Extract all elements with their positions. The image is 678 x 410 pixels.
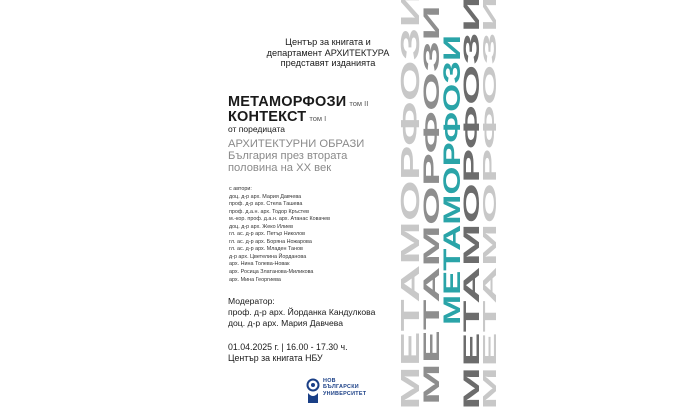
vertical-word-light: МЕТАМОРФОЗИ [395, 201, 425, 410]
logo-line: БЪЛГАРСКИ [323, 384, 359, 391]
subtitle-line: половина на ХХ век [228, 162, 332, 175]
nbu-emblem-icon [306, 377, 322, 405]
event-venue: Център за книгата НБУ [228, 353, 323, 363]
vertical-word-light-right: МЕТАМОРФОЗИ [480, 265, 500, 410]
vertical-word-dark: МЕТАМОРФОЗИ [459, 233, 484, 410]
event-datetime: 01.04.2025 г. | 16.00 - 17.30 ч. [228, 342, 348, 352]
series-label: от поредицата [228, 124, 286, 134]
authors-heading: с автори: [229, 186, 252, 192]
author-item: м.-кор. проф. д.а.н. арх. Атанас Ковачев [229, 216, 331, 223]
author-item: д-р арх. Цветелина Йорданова [229, 253, 307, 260]
moderator-label: Модератор: [228, 296, 275, 306]
book-title-name: КОНТЕКСТ [228, 109, 307, 125]
author-item: арх. Нина Толева-Новак [229, 261, 290, 268]
nbu-logo-text [323, 378, 366, 397]
book-title-name: МЕТАМОРФОЗИ [228, 94, 347, 110]
author-item: доц. д-р арх. Мария Давчева [229, 193, 302, 200]
metamorfozi-vertical-typography [395, 0, 500, 410]
author-item: проф. д-р арх. Стела Ташева [229, 201, 303, 208]
moderator-name: доц. д-р арх. Мария Давчева [228, 317, 344, 328]
author-item: арх. Мина Георгиева [229, 276, 281, 283]
book-volume: том II [349, 99, 369, 108]
author-item: арх. Росица Златанова-Миликова [229, 269, 314, 276]
nbu-logo [306, 377, 381, 407]
author-item: проф. д.а.н. арх. Тодор Кръстев [229, 208, 309, 215]
subtitle-line: България през втората [228, 150, 348, 163]
author-item: гл. ас. д-р арх. Борянa Ножарова [229, 238, 312, 245]
authors-list [229, 186, 330, 284]
logo-line: НОВ [323, 378, 336, 384]
author-item: гл. ас. д-р арх. Младен Танов [229, 246, 303, 253]
vertical-word-accent: МЕТАМОРФОЗИ [439, 132, 466, 325]
event-poster [219, 0, 500, 410]
intro-line: представят изданията [280, 58, 376, 69]
moderator-block [228, 296, 375, 328]
event-details [228, 342, 348, 364]
intro-line: департамент АРХИТЕКТУРА [266, 47, 390, 58]
author-item: гл. ас. д-р арх. Петър Николов [229, 231, 306, 238]
vertical-word-mid: МЕТАМОРФОЗИ [419, 228, 444, 405]
moderator-name: проф. д-р арх. Йорданка Кандулкова [228, 306, 376, 317]
intro-line: Център за книгата и [285, 37, 371, 47]
series-subtitle [228, 138, 398, 175]
subtitle-line: АРХИТЕКТУРНИ ОБРАЗИ [228, 138, 365, 150]
author-item: доц. д-р арх. Жеко Илиев [229, 223, 294, 230]
book-volume: том I [309, 114, 327, 123]
logo-line: УНИВЕРСИТЕТ [323, 390, 367, 397]
